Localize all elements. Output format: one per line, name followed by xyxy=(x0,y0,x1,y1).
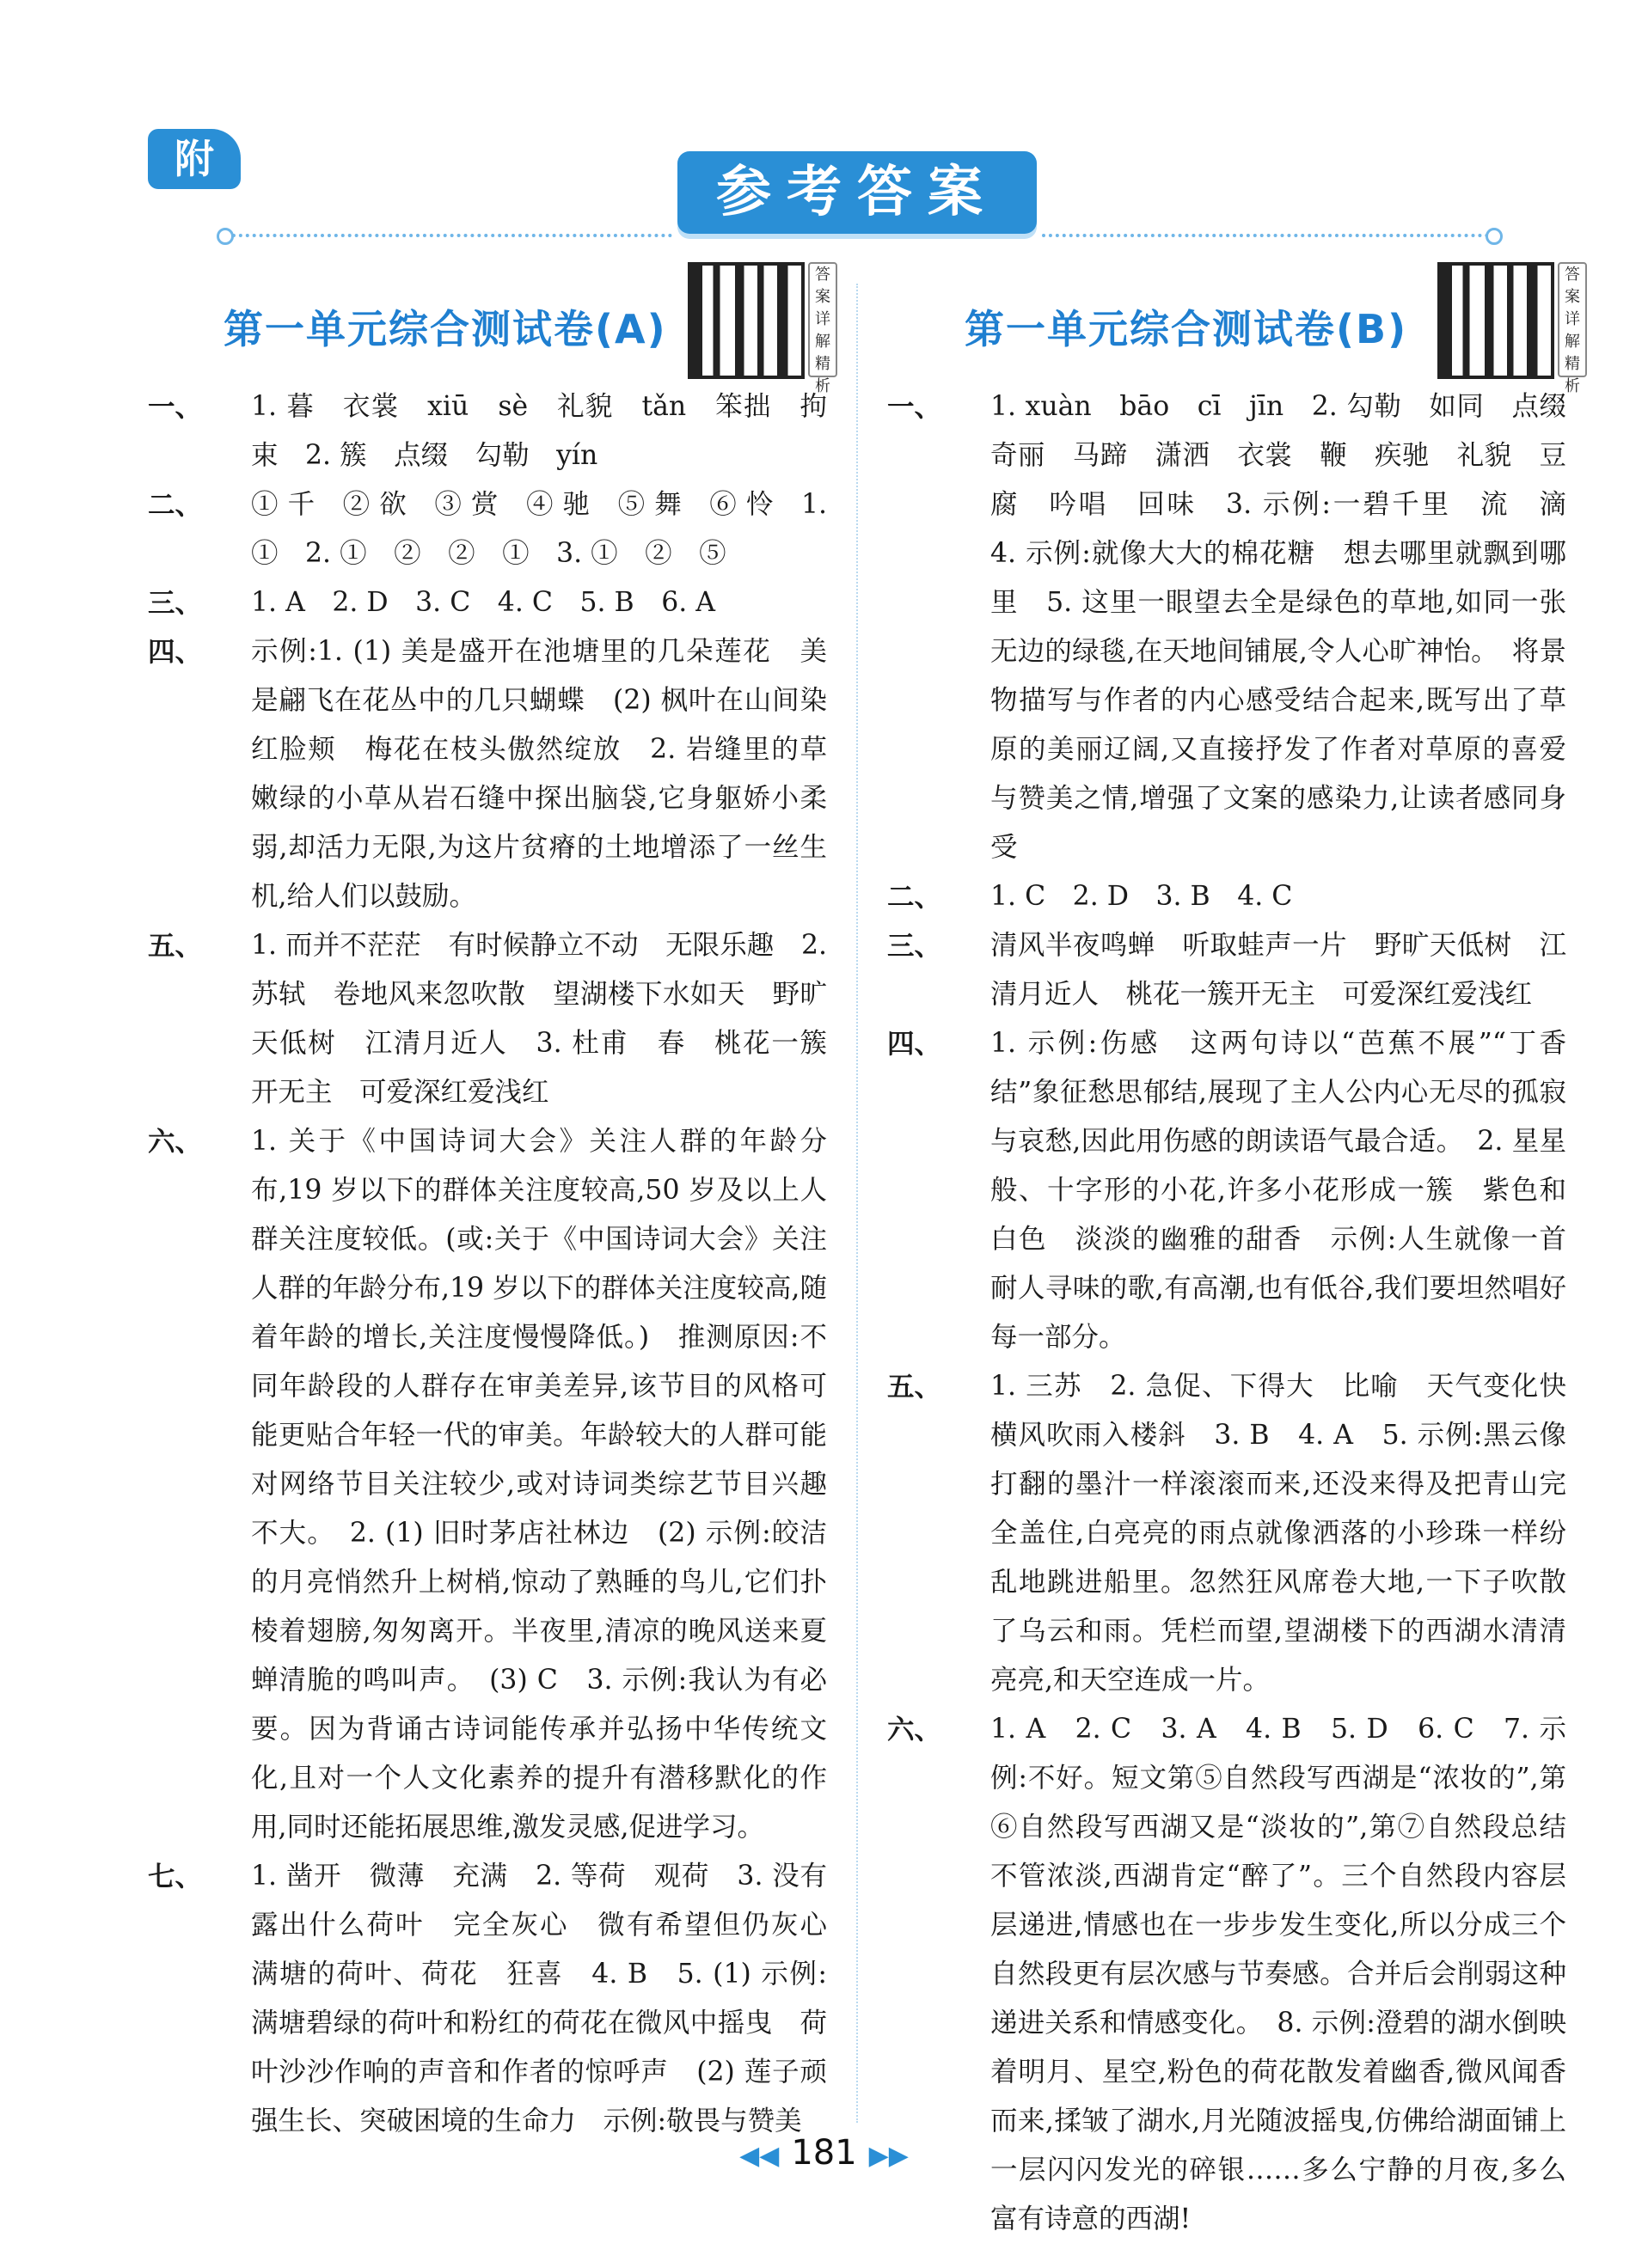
answer-column-b xyxy=(887,262,1594,2244)
answer-text: 1. 三苏 2. 急促、下得大 比喻 天气变化快 横风吹雨入楼斜 3. B 4. A 5. 示例:黑云像打翻的墨汁一样滚滚而来,还没来得及把青山完全盖住,白亮亮的雨点就像洒落的小珍珠一样纷乱地跳进船里。忽然狂风席卷大地,一下子吹散了乌云和雨。凭栏而望,望湖楼下的西湖水清清亮亮,和天空连成一片。 xyxy=(990,1371,1594,1696)
answer-text: 1. 凿开 微薄 充满 2. 等荷 观荷 3. 没有露出什么荷叶 完全灰心 微有希望但仍灰心 满塘的荷叶、荷花 狂喜 4. B 5. (1) 示例:满塘碧绿的荷叶和粉红的荷花在微风中摇曳 荷叶沙沙作响的声音和作者的惊呼声 (2) 莲子顽强生长、突破困境的生命力 示例:敬畏与赞美 xyxy=(251,1861,855,2137)
header-divider-left xyxy=(225,234,672,237)
prev-page-icon[interactable]: ◀◀ xyxy=(739,2141,780,2171)
qr-label: 答案详解精析 xyxy=(1558,262,1587,377)
answer-text: 1. 暮 衣裳 xiū sè 礼貌 tǎn 笨拙 拘束 2. 簇 点缀 勾勒 yín xyxy=(251,391,827,471)
page-title: 参考答案 xyxy=(677,151,1037,234)
qr-code-icon[interactable] xyxy=(688,262,805,379)
question-number: 六、 xyxy=(148,1126,203,1158)
question-number: 四、 xyxy=(148,636,203,668)
answer-item xyxy=(148,382,827,480)
header-divider-right xyxy=(1042,234,1489,237)
question-number: 三、 xyxy=(148,587,203,619)
answer-text: 1. 而并不茫茫 有时候静立不动 无限乐趣 2. 苏轼 卷地风来忽吹散 望湖楼下水如天 野旷天低树 江清月近人 3. 杜甫 春 桃花一簇开无主 可爱深红爱浅红 xyxy=(251,930,827,1108)
question-number: 七、 xyxy=(148,1861,203,1892)
answer-item xyxy=(148,1852,855,2146)
section-title-a: 第一单元综合测试卷(A) xyxy=(224,306,667,352)
question-number: 一、 xyxy=(148,391,203,423)
question-number: 五、 xyxy=(887,1371,942,1403)
question-number: 二、 xyxy=(887,881,942,913)
answer-text: 1. A 2. D 3. C 4. C 5. B 6. A xyxy=(251,587,716,618)
question-number: 二、 xyxy=(148,489,203,521)
question-number: 一、 xyxy=(887,391,942,423)
column-divider xyxy=(856,284,858,2123)
answer-list-a xyxy=(148,382,855,2146)
qr-label: 答案详解精析 xyxy=(808,262,837,377)
answer-text: 1. C 2. D 3. B 4. C xyxy=(990,881,1293,912)
answer-text: 1. 示例:伤感 这两句诗以“芭蕉不展”“丁香结”象征愁思郁结,展现了主人公内心无尽的孤寂与哀愁,因此用伤感的朗读语气最合适。 2. 星星般、十字形的小花,许多小花形成一簇 紫色和白色 淡淡的幽雅的甜香 示例:人生就像一首耐人寻味的歌,有高潮,也有低谷,我们要坦然唱好每一部分。 xyxy=(990,1028,1566,1353)
answer-item xyxy=(887,382,1594,872)
section-header-b xyxy=(887,262,1580,395)
question-number: 四、 xyxy=(887,1028,942,1060)
answer-item xyxy=(887,921,1566,1019)
appendix-tag: 附 xyxy=(148,129,241,189)
answer-item xyxy=(148,480,827,578)
qr-code-icon[interactable] xyxy=(1437,262,1554,379)
section-title-b: 第一单元综合测试卷(B) xyxy=(965,306,1408,352)
header-divider-dot-left xyxy=(217,228,234,245)
section-header-a xyxy=(148,262,830,395)
answer-item xyxy=(148,578,827,627)
answer-text: 1. A 2. C 3. A 4. B 5. D 6. C 7. 示例:不好。短文第⑤自然段写西湖是“浓妆的”,第⑥自然段写西湖又是“淡妆的”,第⑦自然段总结不管浓淡,西湖肯定“醉了”。三个自然段内容层层递进,情感也在一步步发生变化,所以分成三个自然段更有层次感与节奏感。合并后会削弱这种递进关系和情感变化。 8. 示例:澄碧的湖水倒映着明月、星空,粉色的荷花散发着幽香,微风闻香而来,揉皱了湖水,月光随波摇曳,仿佛给湖面铺上一层闪闪发光的碎银……多么宁静的月夜,多么富有诗意的西湖! xyxy=(990,1714,1566,2234)
question-number: 五、 xyxy=(148,930,203,962)
question-number: 三、 xyxy=(887,930,942,962)
answer-item xyxy=(148,627,827,921)
answer-text: 1. 关于《中国诗词大会》关注人群的年龄分布,19 岁以下的群体关注度较高,50 岁及以上人群关注度较低。(或:关于《中国诗词大会》关注人群的年龄分布,19 岁以下的群体关注度较高,随着年龄的增长,关注度慢慢降低。) 推测原因:不同年龄段的人群存在审美差异,该节目的风格可能更贴合年轻一代的审美。年龄较大的人群可能对网络节目关注较少,或对诗词类综艺节目兴趣不大。 2. (1) 旧时茅店社林边 (2) 示例:皎洁的月亮悄然升上树梢,惊动了熟睡的鸟儿,它们扑棱着翅膀,匆匆离开。半夜里,清凉的晚风送来夏蝉清脆的鸣叫声。 (3) C 3. 示例:我认为有必要。因为背诵古诗词能传承并弘扬中华传统文化,且对一个人文化素养的提升有潜移默化的作用,同时还能拓展思维,激发灵感,促进学习。 xyxy=(251,1126,827,1843)
answer-list-b xyxy=(887,382,1594,2244)
answer-text: ① 千 ② 欲 ③ 赏 ④ 驰 ⑤ 舞 ⑥ 怜 1. ① 2. ① ② ② ① 3. ① ② ⑤ xyxy=(251,489,827,569)
page-footer xyxy=(0,2133,1648,2173)
next-page-icon[interactable]: ▶▶ xyxy=(868,2141,909,2171)
question-number: 六、 xyxy=(887,1714,942,1745)
answer-item xyxy=(887,872,1566,921)
answer-item xyxy=(148,1117,827,1852)
answer-item xyxy=(148,921,827,1117)
answer-item xyxy=(887,1362,1594,1705)
answer-item xyxy=(887,1019,1566,1362)
header-divider-dot-right xyxy=(1486,228,1503,245)
answer-text: 示例:1. (1) 美是盛开在池塘里的几朵莲花 美是翩飞在花丛中的几只蝴蝶 (2) 枫叶在山间染红脸颊 梅花在枝头傲然绽放 2. 岩缝里的草嫩绿的小草从岩石缝中探出脑袋,它身躯娇小柔弱,却活力无限,为这片贫瘠的土地增添了一丝生机,给人们以鼓励。 xyxy=(251,636,827,912)
answer-text: 1. xuàn bāo cī jīn 2. 勾勒 如同 点缀 奇丽 马蹄 潇洒 衣裳 鞭 疾驰 礼貌 豆腐 吟唱 回味 3. 示例:一碧千里 流 滴 4. 示例:就像大大的棉花糖 想去哪里就飘到哪里 5. 这里一眼望去全是绿色的草地,如同一张无边的绿毯,在天地间铺展,令人心旷神怡。 将景物描写与作者的内心感受结合起来,既写出了草原的美丽辽阔,又直接抒发了作者对草原的喜爱与赞美之情,增强了文案的感染力,让读者感同身受 xyxy=(990,391,1594,863)
answer-text: 清风半夜鸣蝉 听取蛙声一片 野旷天低树 江清月近人 桃花一簇开无主 可爱深红爱浅红 xyxy=(990,930,1566,1010)
page-number: 181 xyxy=(791,2133,857,2173)
answer-column-a xyxy=(148,262,855,2146)
